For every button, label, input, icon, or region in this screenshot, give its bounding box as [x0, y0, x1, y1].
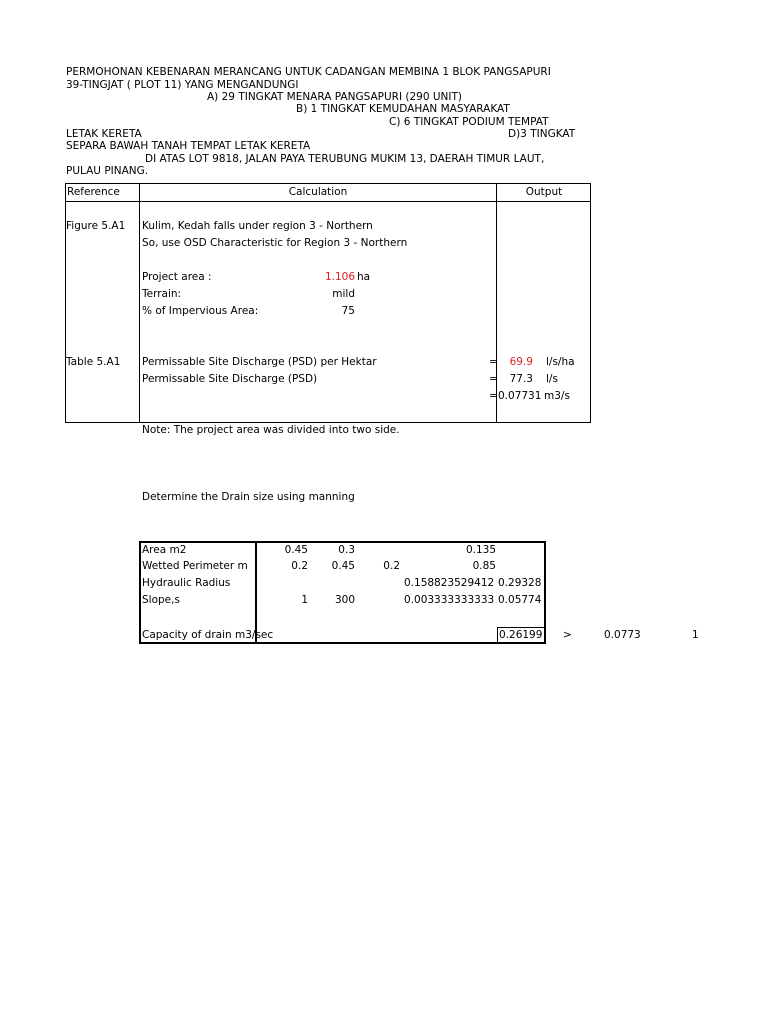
psd-m3-unit: m3/s: [544, 390, 570, 402]
title-line-7: SEPARA BAWAH TANAH TEMPAT LETAK KERETA: [66, 140, 311, 152]
impervious-label: % of Impervious Area:: [142, 305, 259, 317]
hydraulic-radius-value: 0.29328: [498, 577, 542, 589]
region-text: Kulim, Kedah falls under region 3 - Northern: [142, 220, 373, 232]
title-line-3: A) 29 TINGKAT MENARA PANGSAPURI (290 UNIT): [207, 91, 463, 103]
title-line-4: B) 1 TINGKAT KEMUDAHAN MASYARAKAT: [296, 103, 510, 115]
project-area-unit: ha: [357, 271, 371, 283]
area-value: 0.45: [284, 544, 308, 556]
wetted-perimeter-value: 0.2: [383, 560, 400, 572]
hydraulic-radius-value: 0.158823529412: [404, 577, 495, 589]
region-text: So, use OSD Characteristic for Region 3 - Northern: [142, 237, 408, 249]
column-divider: [496, 183, 497, 423]
title-line-9: PULAU PINANG.: [66, 165, 149, 177]
terrain-label: Terrain:: [142, 288, 182, 300]
output-header: Output: [525, 186, 563, 198]
result-value: 1: [692, 629, 699, 641]
column-divider: [139, 183, 140, 423]
title-line-1: PERMOHONAN KEBENARAN MERANCANG UNTUK CADANGAN MEMBINA 1 BLOK PANGSAPURI: [66, 66, 551, 78]
reference-header: Reference: [67, 186, 120, 198]
calculation-header: Calculation: [288, 186, 348, 198]
psd-label: Permissable Site Discharge (PSD): [142, 373, 318, 385]
wetted-perimeter-value: 0.45: [331, 560, 355, 572]
slope-value: 1: [301, 594, 308, 606]
project-area-value: 1.106: [324, 271, 355, 283]
title-line-6a: LETAK KERETA: [66, 128, 142, 140]
slope-value: 0.003333333333: [404, 594, 495, 606]
area-value: 0.3: [338, 544, 355, 556]
title-line-5: C) 6 TINGKAT PODIUM TEMPAT: [389, 116, 549, 128]
reference-table: Table 5.A1: [66, 356, 121, 368]
project-area-label: Project area :: [142, 271, 212, 283]
greater-than-sign: >: [563, 629, 572, 641]
psd-unit: l/s: [546, 373, 558, 385]
slope-value: 300: [334, 594, 355, 606]
compare-value: 0.0773: [604, 629, 641, 641]
title-line-8: DI ATAS LOT 9818, JALAN PAYA TERUBUNG MUKIM 13, DAERAH TIMUR LAUT,: [145, 153, 545, 165]
capacity-value: 0.26199: [499, 629, 543, 641]
slope-value: 0.05774: [498, 594, 542, 606]
psd-value: 77.3: [509, 373, 533, 385]
drain-heading: Determine the Drain size using manning: [142, 491, 355, 503]
area-label: Area m2: [142, 544, 187, 556]
area-value: 0.135: [465, 544, 496, 556]
capacity-label: Capacity of drain m3/sec: [142, 629, 274, 641]
psd-per-ha-unit: l/s/ha: [546, 356, 575, 368]
calculation-table: [65, 183, 591, 423]
terrain-value: mild: [332, 288, 355, 300]
hydraulic-radius-label: Hydraulic Radius: [142, 577, 231, 589]
impervious-value: 75: [341, 305, 355, 317]
wetted-perimeter-value: 0.2: [291, 560, 308, 572]
table-header-divider: [65, 201, 591, 202]
psd-m3-value: 0.07731: [498, 390, 542, 402]
equals-sign: =: [489, 373, 498, 385]
title-line-6b: D)3 TINGKAT: [508, 128, 576, 140]
equals-sign: =: [489, 390, 498, 402]
title-line-2: 39-TINGJAT ( PLOT 11) YANG MENGANDUNGI: [66, 79, 299, 91]
note-text: Note: The project area was divided into two side.: [142, 424, 400, 436]
wetted-perimeter-label: Wetted Perimeter m: [142, 560, 248, 572]
wetted-perimeter-value: 0.85: [472, 560, 496, 572]
psd-per-ha-value: 69.9: [509, 356, 533, 368]
reference-figure: Figure 5.A1: [66, 220, 126, 232]
slope-label: Slope,s: [142, 594, 180, 606]
equals-sign: =: [489, 356, 498, 368]
psd-per-ha-label: Permissable Site Discharge (PSD) per Hektar: [142, 356, 377, 368]
